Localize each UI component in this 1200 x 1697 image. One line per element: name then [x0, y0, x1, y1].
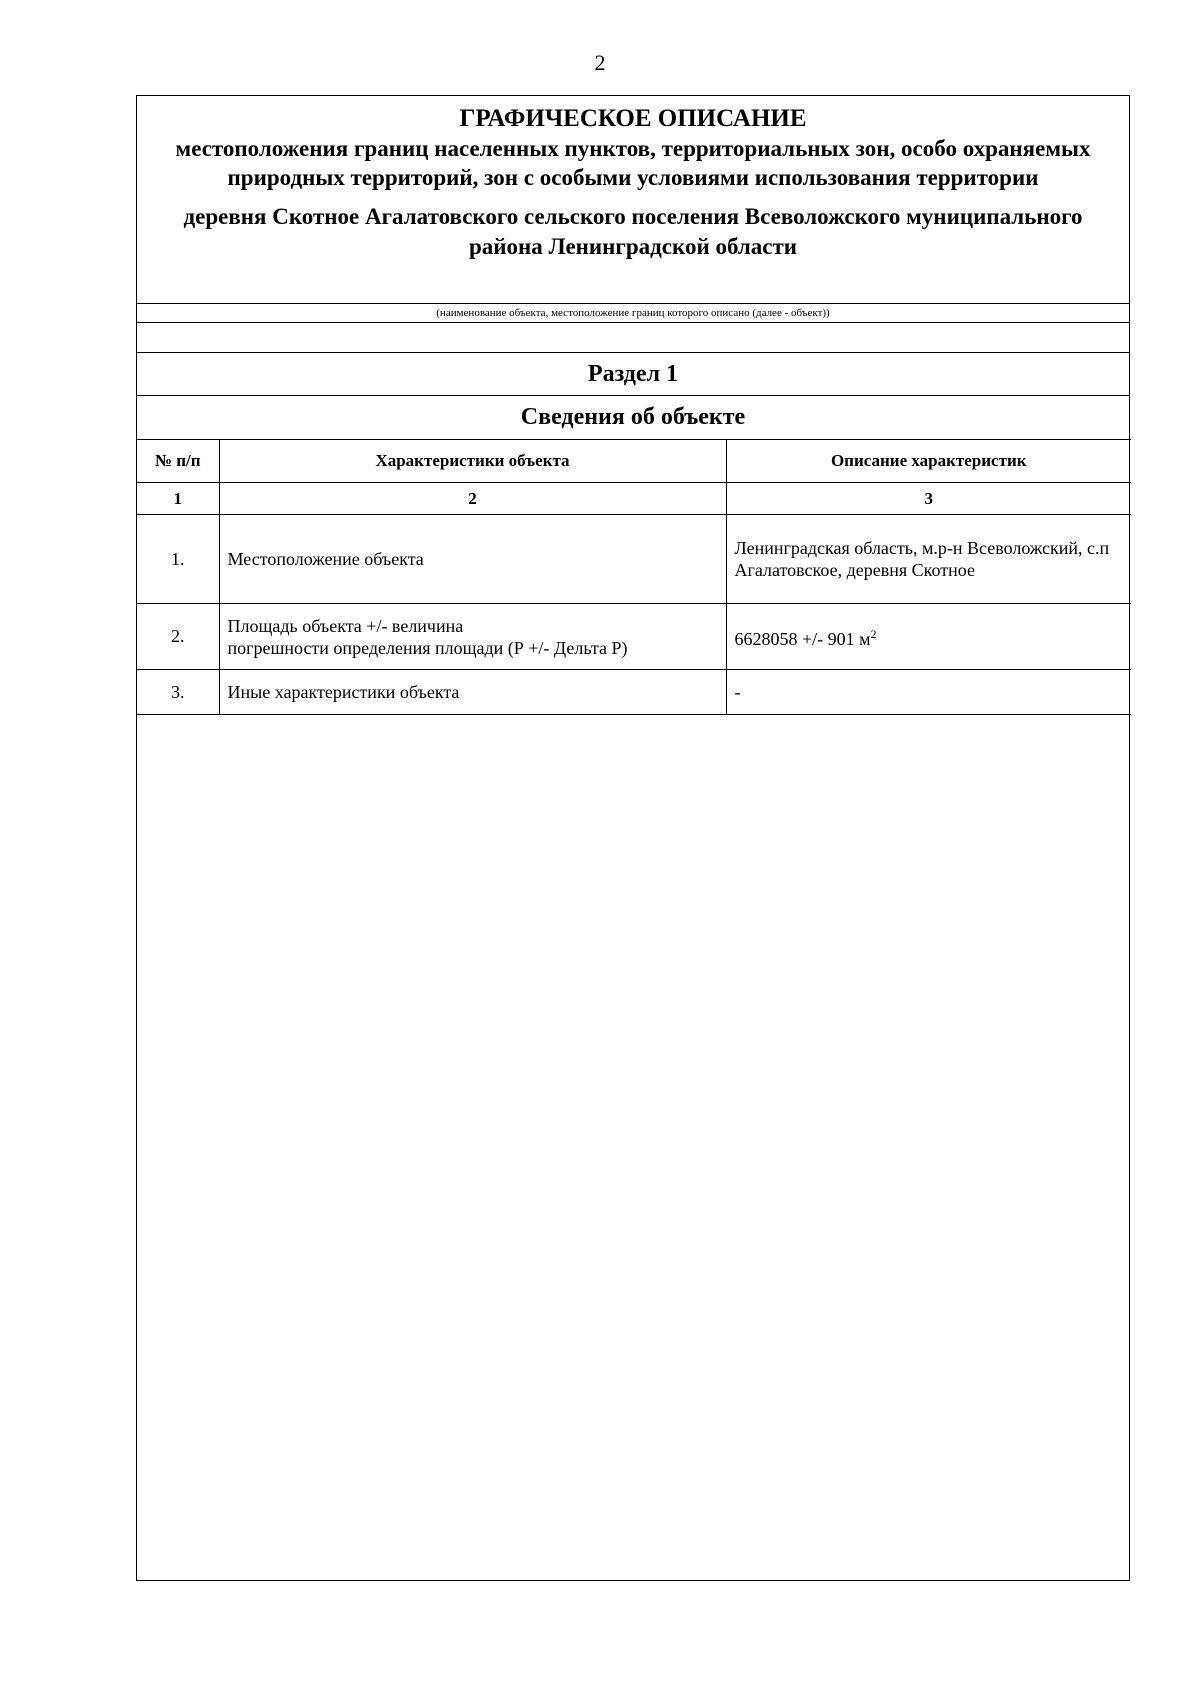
row-characteristic — [219, 604, 726, 670]
document-frame — [136, 95, 1130, 1581]
table-row — [137, 670, 1131, 715]
object-info-table — [137, 439, 1131, 715]
row-num: 3. — [137, 670, 219, 715]
document-header — [137, 96, 1129, 303]
table-header-row — [137, 440, 1131, 483]
column-numbers-row — [137, 483, 1131, 515]
header-characteristic: Характеристики объекта — [219, 440, 726, 483]
row-num: 2. — [137, 604, 219, 670]
header-description: Описание характеристик — [726, 440, 1131, 483]
info-title: Сведения об объекте — [137, 395, 1129, 439]
table-row — [137, 515, 1131, 604]
row-characteristic-line2: погрешности определения площади (Р +/- Дельта Р) — [227, 637, 628, 658]
header-num: № п/п — [137, 440, 219, 483]
object-name-caption: (наименование объекта, местоположение границ которого описано (далее - объект)) — [137, 303, 1129, 322]
row-characteristic: Иные характеристики объекта — [219, 670, 726, 715]
row-description: - — [726, 670, 1131, 715]
document-subtitle: местоположения границ населенных пунктов, территориальных зон, особо охраняемых природных территорий, зон с особыми условиями использования территории — [175, 136, 1091, 190]
area-value: 6628058 +/- 901 м — [734, 629, 871, 649]
row-num: 1. — [137, 515, 219, 604]
row-characteristic: Местоположение объекта — [219, 515, 726, 604]
column-number-3: 3 — [726, 483, 1131, 515]
row-characteristic-line1: Площадь объекта +/- величина — [227, 615, 464, 636]
spacer-row — [137, 322, 1129, 352]
column-number-2: 2 — [219, 483, 726, 515]
object-name: деревня Скотное Агалатовского сельского поселения Всеволожского муниципального района Ленинградской области — [183, 204, 1083, 259]
area-unit-superscript: 2 — [870, 627, 877, 641]
row-description — [726, 604, 1131, 670]
document-title: ГРАФИЧЕСКОЕ ОПИСАНИЕ — [459, 105, 807, 132]
row-description: Ленинградская область, м.р-н Всеволожский, с.п Агалатовское, деревня Скотное — [726, 515, 1131, 604]
section-title: Раздел 1 — [137, 352, 1129, 395]
page-number: 2 — [594, 50, 606, 75]
table-row — [137, 604, 1131, 670]
column-number-1: 1 — [137, 483, 219, 515]
